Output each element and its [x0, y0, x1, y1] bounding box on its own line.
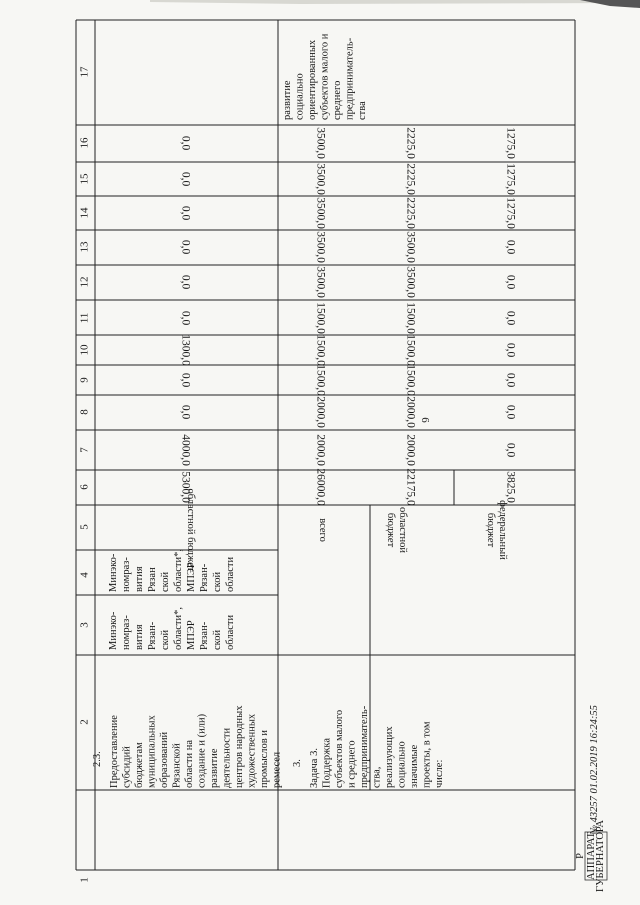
row-3-value: 0,0	[504, 372, 517, 388]
column-header-13: 13	[78, 241, 91, 253]
column-header-2: 2	[78, 719, 91, 725]
row-3-value: 0,0	[504, 239, 517, 255]
svg-text:Р: Р	[575, 853, 586, 859]
row-3-value: 2225,0	[404, 127, 417, 159]
row-3-value: 1500,0	[404, 334, 417, 366]
registration-stamp: № 43257 01.02.2019 16:24:55	[589, 705, 600, 835]
row-3-value: 1275,0	[504, 163, 517, 195]
row-3-value: 2000,0	[314, 396, 327, 428]
row-2-3-title: Предоставление субсидий бюджетам муниципальных образований Рязанской области на создание и (или) развитие деятельности центров народных художественных промыслов и ремесел	[109, 705, 283, 788]
column-header-15: 15	[78, 173, 91, 185]
row-2-3-value: 0,0	[179, 274, 192, 290]
row-2-3-value: 0,0	[179, 239, 192, 255]
row-2-3-value: 5300,0	[179, 471, 192, 503]
row-3-source: всего	[317, 518, 328, 542]
column-header-12: 12	[78, 276, 91, 288]
column-headers	[79, 66, 91, 883]
row-2-3-value: 0,0	[179, 135, 192, 151]
row-3-number: 3.	[292, 759, 303, 767]
row-3-result: развитие социально ориентированных субъектов малого и среднего предприниматель- ства	[282, 33, 368, 120]
column-header-6: 6	[78, 484, 91, 490]
column-header-14: 14	[78, 207, 91, 219]
row-3-value: 0,0	[504, 404, 517, 420]
column-header-4: 4	[78, 572, 91, 578]
svg-text:АППАРАТ: АППАРАТ	[586, 832, 597, 880]
row-3-value: 1500,0	[404, 364, 417, 396]
row-3-value: 3500,0	[404, 231, 417, 263]
row-3-value: 3500,0	[404, 266, 417, 298]
page-number: 6	[419, 417, 431, 423]
row-2-3-value: 1300,0	[179, 334, 192, 366]
column-header-3: 3	[78, 622, 91, 628]
row-3-value: 2000,0	[404, 434, 417, 466]
row-2-3-value: 0,0	[179, 372, 192, 388]
row-3-value: 2000,0	[404, 396, 417, 428]
row-3-value: 3500,0	[314, 127, 327, 159]
row-2-3-value: 0,0	[179, 205, 192, 221]
row-3-value: 26000,0	[314, 468, 327, 506]
column-header-7: 7	[78, 447, 91, 453]
row-2-3-value: 0,0	[179, 404, 192, 420]
row-2-3-number: 2.3.	[92, 751, 103, 767]
table-values	[179, 127, 516, 506]
svg-text:ГУБЕРНАТОРА: ГУБЕРНАТОРА	[595, 820, 606, 892]
row-2-3-value: 0,0	[179, 171, 192, 187]
row-3-source: федеральныйбюджет	[485, 500, 508, 560]
column-header-1: 1	[78, 877, 91, 883]
row-3-value: 1500,0	[314, 334, 327, 366]
row-2-3-value: 0,0	[179, 310, 192, 326]
row-3-value: 2000,0	[314, 434, 327, 466]
row-3-value: 1500,0	[314, 364, 327, 396]
row-2-3-participant: Минэко- номраз- вития Рязан ской области*, МПЭР Рязан- ской области	[108, 549, 236, 592]
row-3-value: 0,0	[504, 442, 517, 458]
row-2-3-source: областной бюджет	[185, 488, 196, 572]
row-3-value: 1275,0	[504, 197, 517, 229]
row-3-value: 3500,0	[314, 266, 327, 298]
row-3-value: 1500,0	[404, 302, 417, 334]
column-header-16: 16	[78, 137, 91, 149]
row-3-value: 2225,0	[404, 197, 417, 229]
row-3-value: 3500,0	[314, 197, 327, 229]
row-3-value: 3825,0	[504, 471, 517, 503]
row-3-sources	[317, 500, 508, 560]
column-header-10: 10	[78, 344, 91, 356]
row-3-value: 22175,0	[404, 468, 417, 506]
column-header-11: 11	[78, 312, 91, 324]
column-header-8: 8	[78, 409, 91, 415]
row-3-value: 3500,0	[314, 163, 327, 195]
row-2-3-value: 4000,0	[179, 434, 192, 466]
column-header-5: 5	[78, 524, 91, 530]
row-3-value: 0,0	[504, 274, 517, 290]
row-3-value: 3500,0	[314, 231, 327, 263]
column-header-9: 9	[78, 377, 91, 383]
column-header-17: 17	[78, 66, 91, 78]
row-3-value: 2225,0	[404, 163, 417, 195]
row-3-source: областнойбюджет	[385, 507, 408, 553]
row-3-value: 0,0	[504, 342, 517, 358]
row-3-value: 1500,0	[314, 302, 327, 334]
row-3-value: 1275,0	[504, 127, 517, 159]
row-2-3-responsible: Минэко- номраз- вития Рязан- ской области*, МПЭР Рязан- ской области	[108, 607, 236, 650]
row-3-value: 0,0	[504, 310, 517, 326]
row-3-title: Задача 3. Поддержка субъектов малого и среднего предприниматель- ства, реализующих социально значимые проекты, в том числе:	[309, 705, 445, 788]
